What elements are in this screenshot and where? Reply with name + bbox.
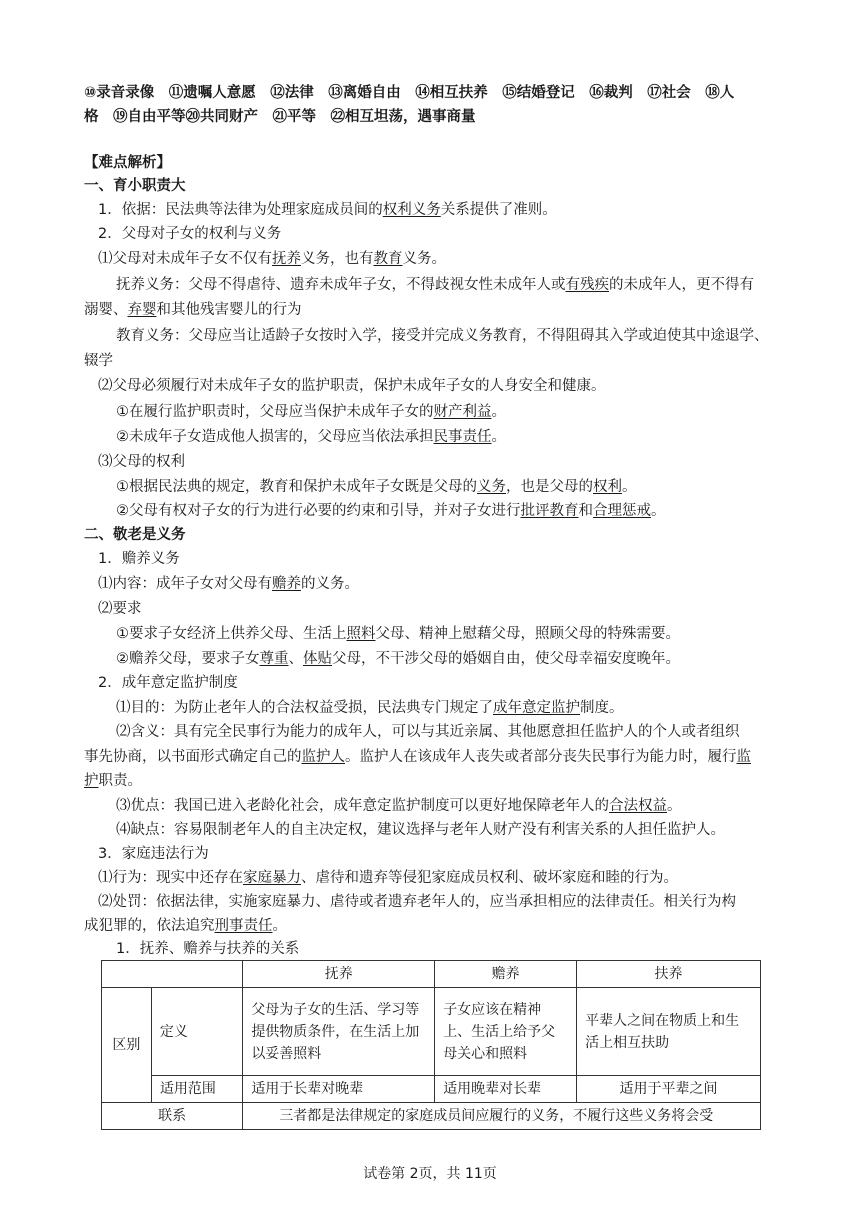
part2-p1-s2-1: ①要求子女经济上供养父母、生活上照料父母、精神上慰藉父母，照顾父母的特殊需要。 (116, 626, 680, 642)
table-row-label: 定义 (151, 988, 242, 1076)
table-header-cell: 赡养 (435, 961, 577, 988)
part2-p2-s2-line2: 事先协商，以书面形式确定自己的监护人。监护人在该成年人丧失或者部分丧失民事行为能力时，履行监 (84, 749, 751, 765)
part1-s3-1: ①根据民法典的规定，教育和保护未成年子女既是父母的义务，也是父母的权利。 (116, 479, 637, 495)
part1-title: 一、育小职责大 (84, 178, 186, 194)
part1-s3: ⑶父母的权利 (98, 454, 185, 470)
table-row-label: 联系 (102, 1103, 243, 1130)
part2-p3: 3．家庭违法行为 (98, 846, 209, 862)
table-cell: 父母为子女的生活、学习等提供物质条件，在生活上加以妥善照料 (243, 988, 435, 1076)
table-header-row (102, 961, 761, 988)
part2-p2-s2-line1: ⑵含义：具有完全民事行为能力的成年人，可以与其近亲属、其他愿意担任监护人的个人或者组织 (116, 724, 740, 740)
page-footer: 试卷第 2页，共 11页 (363, 1166, 497, 1182)
part2-p2-s2-line3: 护职责。 (84, 773, 142, 789)
relationship-table (101, 960, 761, 1130)
part2-p3-s1: ⑴行为：现实中还存在家庭暴力、虐待和遗弃等侵犯家庭成员权利、破坏家庭和睦的行为。 (98, 870, 678, 886)
table-row-definition (102, 988, 761, 1076)
table-caption: 1．抚养、赡养与扶养的关系 (116, 941, 300, 957)
part1-p1: 1．依据：民法典等法律为处理家庭成员间的权利义务关系提供了准则。 (98, 202, 557, 218)
part2-p2: 2．成年意定监护制度 (98, 675, 238, 691)
table-corner-cell (102, 961, 243, 988)
part2-p1: 1．赡养义务 (98, 551, 180, 567)
part1-s1: ⑴父母对未成年子女不仅有抚养义务，也有教育义务。 (98, 251, 446, 267)
table-row-label: 适用范围 (151, 1076, 242, 1103)
table-group-label: 区别 (102, 988, 152, 1103)
table-cell: 平辈人之间在物质上和生活上相互扶助 (577, 988, 761, 1076)
part2-p1-s2: ⑵要求 (98, 601, 142, 617)
jiaoyu-line-1: 教育义务：父母应当让适龄子女按时入学，接受并完成义务教育，不得阻碍其入学或迫使其中途退学、 (116, 328, 769, 344)
table-cell: 子女应该在精神上、生活上给予父母关心和照料 (435, 988, 577, 1076)
part2-p3-s2-line1: ⑵处罚：依据法律，实施家庭暴力、虐待或者遗弃老年人的，应当承担相应的法律责任。相关行为构 (98, 894, 736, 910)
table-header-cell: 扶养 (577, 961, 761, 988)
answer-line-1: ⑩录音录像 ⑪遗嘱人意愿 ⑫法律 ⑬离婚自由 ⑭相互扶养 ⑮结婚登记 ⑯裁判 ⑰社会 ⑱人 (84, 85, 735, 101)
part2-p2-s4: ⑷缺点：容易限制老年人的自主决定权，建议选择与老年人财产没有利害关系的人担任监护人。 (116, 822, 725, 838)
table-header-cell: 抚养 (243, 961, 435, 988)
fuyang-line-2: 溺婴、弃婴和其他残害婴儿的行为 (84, 302, 302, 318)
part1-s2: ⑵父母必须履行对未成年子女的监护职责，保护未成年子女的人身安全和健康。 (98, 378, 606, 394)
part1-s2-2: ②未成年子女造成他人损害的，父母应当依法承担民事责任。 (116, 429, 506, 445)
fuyang-line-1: 抚养义务：父母不得虐待、遗弃未成年子女，不得歧视女性未成年人或有残疾的未成年人，更不得有 (116, 277, 754, 293)
answer-line-2: 格 ⑲自由平等⑳共同财产 ㉑平等 ㉒相互坦荡，遇事商量 (84, 109, 476, 125)
jiaoyu-line-2: 辍学 (84, 353, 113, 369)
part2-p2-s3: ⑶优点：我国已进入老龄化社会，成年意定监护制度可以更好地保障老年人的合法权益。 (116, 798, 682, 814)
table-cell: 三者都是法律规定的家庭成员间应履行的义务，不履行这些义务将会受 (243, 1103, 761, 1130)
part2-p2-s1: ⑴目的：为防止老年人的合法权益受损，民法典专门规定了成年意定监护制度。 (116, 700, 624, 716)
table-row-scope (102, 1076, 761, 1103)
part1-s2-1: ①在履行监护职责时，父母应当保护未成年子女的财产利益。 (116, 404, 506, 420)
part2-p3-s2-line2: 成犯罪的，依法追究刑事责任。 (84, 918, 287, 934)
part2-p1-s1: ⑴内容：成年子女对父母有赡养的义务。 (98, 576, 359, 592)
part2-title: 二、敬老是义务 (84, 527, 186, 543)
part1-p2: 2．父母对子女的权利与义务 (98, 226, 282, 242)
table-cell: 适用晚辈对长辈 (435, 1076, 577, 1103)
table-cell: 适用于长辈对晚辈 (243, 1076, 435, 1103)
table-cell: 适用于平辈之间 (577, 1076, 761, 1103)
section-heading: 【难点解析】 (84, 155, 171, 171)
part2-p1-s2-2: ②赡养父母，要求子女尊重、体贴父母，不干涉父母的婚姻自由，使父母幸福安度晚年。 (116, 651, 680, 667)
part1-s3-2: ②父母有权对子女的行为进行必要的约束和引导，并对子女进行批评教育和合理惩戒。 (116, 503, 666, 519)
table-row-link (102, 1103, 761, 1130)
